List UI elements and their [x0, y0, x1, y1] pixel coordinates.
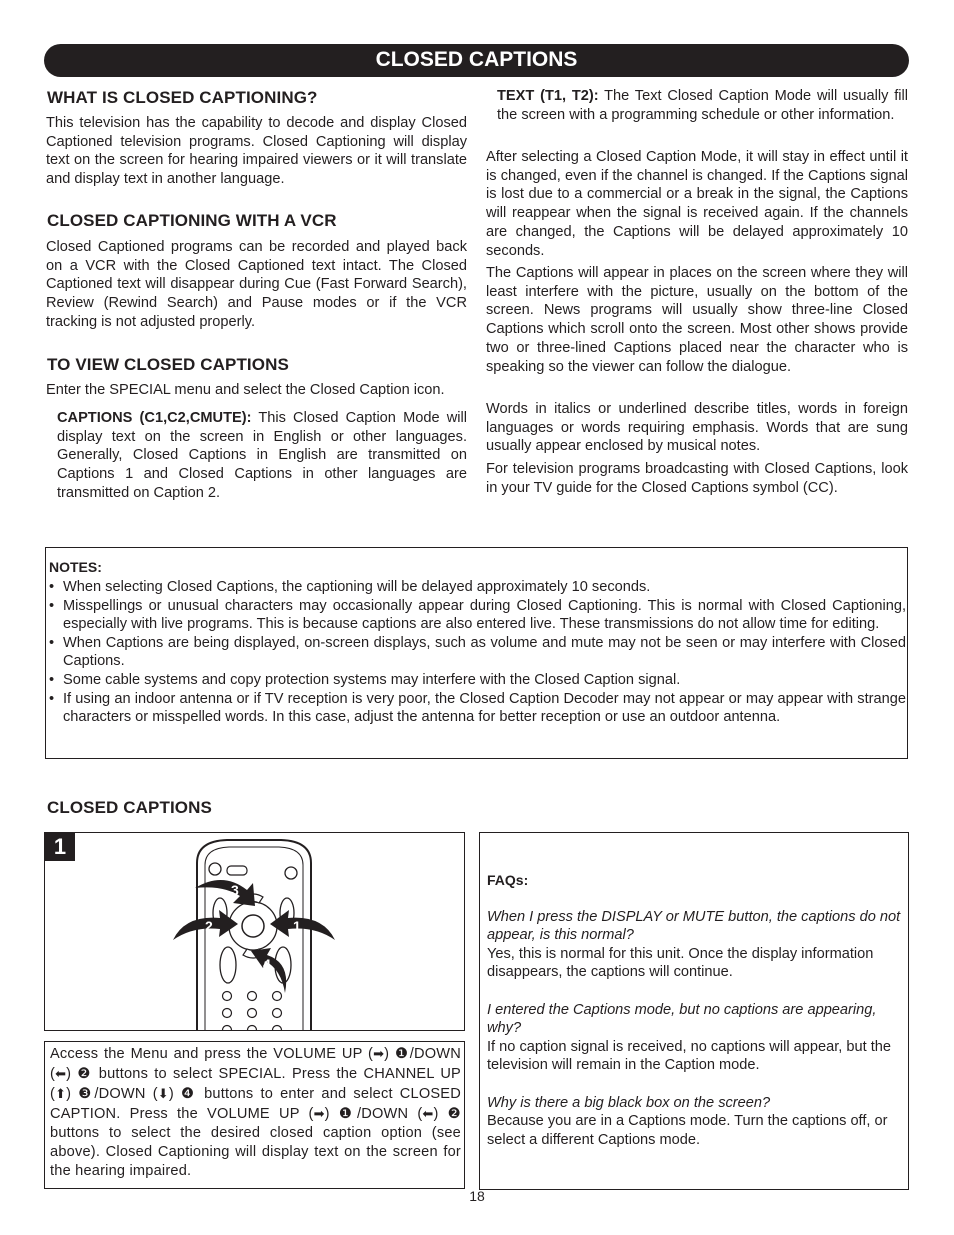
circled-3-icon: ❸ [78, 1086, 95, 1102]
faq-answer: Because you are in a Captions mode. Turn the captions off, or select a different Captions mode. [487, 1113, 888, 1148]
arrow-3-label: 3 [231, 882, 239, 898]
remote-control-illustration [45, 833, 465, 1031]
step-1-instructions [44, 1041, 465, 1189]
arrow-left-icon: ⬅ [422, 1106, 434, 1121]
circled-2-icon: ❷ [77, 1066, 93, 1082]
faq-title: FAQs: [487, 872, 529, 888]
view-intro: Enter the SPECIAL menu and select the Closed Caption icon. [46, 382, 445, 398]
notes-title: NOTES: [49, 559, 102, 575]
circled-1-icon: ❶ [394, 1046, 410, 1062]
what-heading: WHAT IS CLOSED CAPTIONING? [47, 88, 318, 107]
bullet-icon: • [49, 671, 55, 688]
arrow-up-icon: ⬆ [55, 1086, 67, 1101]
captions-mode-text: This Closed Caption Mode will display text on the screen in English or other languages. Generally, Closed Captions in English are transmitted on Captions 1 and Closed Captions in other languages are transmitted on Caption 2. [57, 410, 467, 501]
circled-1-icon: ❶ [338, 1106, 357, 1122]
faq-answer: If no caption signal is received, no captions will appear, but the television will remain in the Caption mode. [487, 1038, 892, 1074]
note-item: • Misspellings or unusual characters may occasionally appear during Closed Captioning. This is normal with Closed Captioning, especially with live programs. This is because captions are also entered live. These transmissions do not allow time for editing. [49, 597, 906, 633]
arrow-right-icon: ➡ [313, 1106, 325, 1121]
vcr-body: Closed Captioned programs can be recorded and played back on a VCR with the Closed Captioned text intact. The Closed Captioned text will disappear during Cue (Fast Forward Search), Review (Rewind Search) and Pause modes or if the VCR tracking is not adjusted properly. [46, 239, 467, 330]
bullet-icon: • [49, 690, 55, 707]
notes-box [45, 547, 908, 759]
faq-question: When I press the DISPLAY or MUTE button, the captions do not appear, is this normal? [487, 908, 901, 944]
page-banner: CLOSED CAPTIONS [44, 44, 909, 77]
arrow-left-icon: ⬅ [55, 1066, 67, 1081]
arrow-1-label: 1 [293, 918, 301, 934]
arrow-2-label: 2 [205, 918, 213, 934]
bullet-icon: • [49, 579, 55, 595]
captions-mode-paragraph [57, 409, 467, 503]
right-paragraph-3: Words in italics or underlined describe titles, words in foreign languages or words requiring emphasis. Words that are sung usually appear enclosed by musical notes. [486, 401, 908, 455]
text-mode-text: The Text Closed Caption Mode will usually fill the screen with a programming schedule or other information. [497, 88, 908, 123]
page-number: 18 [469, 1188, 485, 1204]
note-item: • Some cable systems and copy protection systems may interfere with the Closed Caption signal. [49, 671, 681, 688]
bullet-icon: • [49, 597, 55, 614]
step-1-illustration [44, 832, 465, 1031]
vcr-heading: CLOSED CAPTIONING WITH A VCR [47, 211, 337, 230]
note-item: • If using an indoor antenna or if TV reception is very poor, the Closed Caption Decoder may not appear or may appear with strange characters or misspelled words. In this case, adjust the antenna for better reception or use an outdoor antenna. [49, 690, 906, 726]
right-paragraph-1: After selecting a Closed Caption Mode, it will stay in effect until it is changed, even if the channel is changed. If the Captions signal is lost due to a commercial or a break in the signal, the Captions will reappear when the signal is received again. If the channels are changed, the Captions will be delayed approximately 10 seconds. [486, 149, 908, 259]
faq-question: Why is there a big black box on the screen? [487, 1094, 771, 1111]
closed-captions-heading: CLOSED CAPTIONS [47, 798, 212, 817]
right-paragraph-2: The Captions will appear in places on the screen where they will least interfere with the picture, usually on the bottom of the screen. News programs will usually show three-line Closed Captions which scroll onto the screen. Most other shows provide two or three-lined Captions placed near the character who is speaking so the viewer can follow the dialogue. [486, 265, 908, 375]
circled-2-icon: ❷ [447, 1106, 461, 1122]
notes-list [48, 578, 906, 727]
view-heading: TO VIEW CLOSED CAPTIONS [47, 355, 289, 374]
right-paragraph-4: For television programs broadcasting with Closed Captions, look in your TV guide for the Closed Captions symbol (CC). [486, 461, 908, 496]
arrow-right-icon: ➡ [373, 1046, 385, 1061]
text-mode-paragraph [497, 87, 908, 124]
step-number: 1 [45, 833, 75, 861]
circled-4-icon: ❹ [180, 1086, 198, 1102]
what-body: This television has the capability to decode and display Closed Captioned television programs. Closed Captioning will display text on the screen for hearing impaired viewers or it will translate and display text in another language. [46, 115, 467, 188]
arrow-down-icon: ⬇ [157, 1086, 169, 1101]
note-item: • When selecting Closed Captions, the captioning will be delayed approximately 10 seconds. [49, 579, 651, 595]
arrow-4-label: 4 [263, 956, 271, 972]
faq-answer: Yes, this is normal for this unit. Once the display information disappears, the captions will continue. [487, 945, 874, 981]
note-item: • When Captions are being displayed, on-screen displays, such as volume and mute may not be seen or may interfere with Closed Captions. [49, 634, 906, 670]
faq-question: I entered the Captions mode, but no captions are appearing, why? [487, 1001, 877, 1037]
bullet-icon: • [49, 634, 55, 651]
text-mode-label: TEXT (T1, T2): [497, 88, 599, 104]
faq-box [479, 832, 909, 1190]
instructions-text: Access the Menu and press the VOLUME UP (➡) ❶/DOWN (⬅) ❷ buttons to select SPECIAL. Press the CHANNEL UP (⬆) ❸/DOWN (⬇) ❹ buttons to enter and select CLOSED CAPTION. Press the VOLUME UP (➡) ❶/DOWN (⬅) ❷ buttons to select the desired closed caption option (see above). Closed Captioning will display text on the screen for the hearing impaired. [50, 1046, 461, 1179]
captions-mode-label: CAPTIONS (C1,C2,CMUTE): [57, 410, 252, 426]
